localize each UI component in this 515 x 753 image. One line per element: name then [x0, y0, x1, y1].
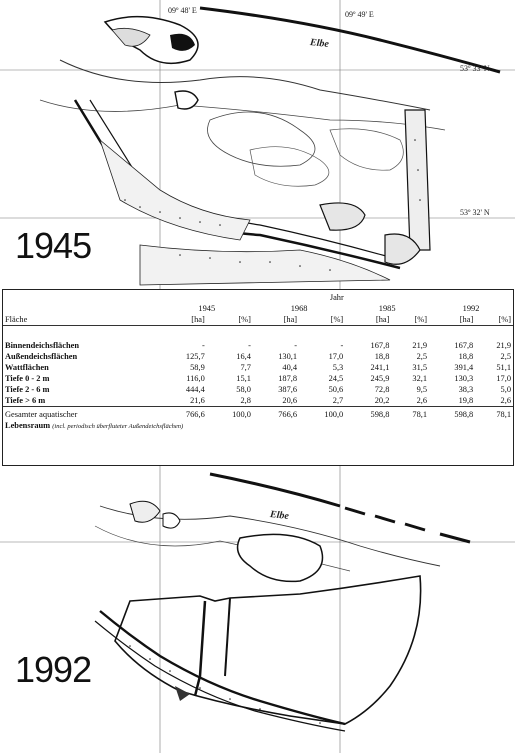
- table-cell: 40,4: [282, 362, 298, 372]
- table-cell: 21,6: [190, 395, 205, 405]
- unit-cell: [%]: [207, 314, 253, 326]
- unit-cell: [%]: [391, 314, 429, 326]
- table-cell: 187,8: [278, 373, 298, 383]
- table-cell: 17,0: [496, 373, 511, 383]
- table-header-flaeche: Fläche: [3, 314, 161, 326]
- table-cell: 391,4: [454, 362, 474, 372]
- table-row: [3, 373, 513, 384]
- table-row: [3, 384, 513, 395]
- table-cell: 51,1: [496, 362, 511, 372]
- year-1992: 1992: [462, 304, 480, 313]
- table-cell: 2,5: [500, 351, 511, 361]
- total-cell: 78,1: [391, 406, 429, 420]
- table-cell: 167,8: [454, 340, 474, 350]
- table-cell: 58,0: [236, 384, 251, 394]
- row-label: Binnendeichsflächen: [5, 340, 79, 350]
- unit-cell: [%]: [299, 314, 345, 326]
- table-cell: 241,1: [370, 362, 390, 372]
- table-cell: 32,1: [412, 373, 428, 383]
- row-label: Wattflächen: [5, 362, 49, 372]
- table-header-jahr: Jahr: [329, 293, 344, 302]
- table-cell: -: [294, 340, 298, 350]
- table-cell: -: [248, 340, 251, 350]
- table-cell: 16,4: [236, 351, 251, 361]
- table-cell: 20,2: [374, 395, 390, 405]
- table-cell: 18,8: [458, 351, 474, 361]
- table-cell: 116,0: [186, 373, 205, 383]
- table-cell: 9,5: [416, 384, 428, 394]
- total-cell: 766,6: [161, 406, 207, 420]
- table-cell: 2,8: [240, 395, 251, 405]
- table-cell: 130,1: [278, 351, 298, 361]
- map-1992-drawing: [0, 466, 515, 753]
- year-1985: 1985: [378, 304, 396, 313]
- coord-lon-2: 09º 49' E: [345, 10, 374, 19]
- year-label-1992: 1992: [15, 649, 92, 690]
- table-row: [3, 362, 513, 373]
- coord-lat-1: 53º 33' N: [460, 64, 490, 73]
- total-label-2: Lebensraum: [5, 420, 51, 430]
- total-cell: 78,1: [475, 406, 513, 420]
- table-row: [3, 340, 513, 351]
- table-cell: 20,6: [282, 395, 298, 405]
- table-row: [3, 351, 513, 362]
- total-cell: 100,0: [207, 406, 253, 420]
- table-cell: 444,4: [185, 384, 205, 394]
- total-label: Gesamter aquatischer: [3, 406, 161, 420]
- habitat-table: [2, 289, 514, 466]
- unit-cell: [%]: [475, 314, 513, 326]
- table-cell: 5,3: [332, 362, 344, 372]
- unit-cell: [ha]: [429, 314, 475, 326]
- table-note: (incl. periodisch überfluteter Außendeichsflächen): [52, 422, 184, 430]
- total-cell: 766,6: [253, 406, 299, 420]
- table-cell: 58,9: [190, 362, 205, 372]
- table-cell: 17,0: [328, 351, 344, 361]
- table-cell: 245,9: [370, 373, 390, 383]
- unit-cell: [ha]: [253, 314, 299, 326]
- table-cell: 2,5: [416, 351, 428, 361]
- table-row: [3, 395, 513, 407]
- year-label-1945: 1945: [15, 225, 92, 266]
- table-cell: 72,8: [374, 384, 390, 394]
- total-cell: 598,8: [429, 406, 475, 420]
- table-cell: 31,5: [412, 362, 428, 372]
- table-cell: 38,3: [458, 384, 474, 394]
- map-1992: [0, 466, 515, 753]
- table-cell: 2,6: [416, 395, 428, 405]
- table-cell: 19,8: [458, 395, 474, 405]
- coord-lat-2: 53º 32' N: [460, 208, 490, 217]
- table-cell: 2,6: [500, 395, 511, 405]
- total-cell: 100,0: [299, 406, 345, 420]
- row-label: Tiefe 2 - 6 m: [5, 384, 50, 394]
- river-label-bottom: Elbe: [269, 509, 290, 522]
- table-cell: 18,8: [374, 351, 390, 361]
- year-1968: 1968: [290, 304, 308, 313]
- row-label: Tiefe > 6 m: [5, 395, 46, 405]
- table-cell: 24,5: [328, 373, 344, 383]
- table-cell: 2,7: [332, 395, 344, 405]
- unit-cell: [ha]: [345, 314, 391, 326]
- year-1945: 1945: [198, 304, 216, 313]
- table-cell: 130,3: [454, 373, 474, 383]
- table-cell: 15,1: [236, 373, 251, 383]
- map-1945: [0, 0, 515, 290]
- unit-cell: [ha]: [161, 314, 207, 326]
- table-cell: 21,9: [496, 340, 511, 350]
- table-cell: -: [201, 340, 205, 350]
- table-cell: 125,7: [185, 351, 205, 361]
- row-label: Tiefe 0 - 2 m: [5, 373, 50, 383]
- table-cell: 7,7: [240, 362, 251, 372]
- coord-lon-1: 09º 48' E: [168, 6, 197, 15]
- table-cell: 50,6: [328, 384, 344, 394]
- table-cell: 167,8: [370, 340, 390, 350]
- row-label: Außendeichsflächen: [5, 351, 78, 361]
- table-cell: 21,9: [412, 340, 428, 350]
- table-cell: 5,0: [500, 384, 511, 394]
- table-cell: 387,6: [278, 384, 298, 394]
- total-cell: 598,8: [345, 406, 391, 420]
- table-cell: -: [340, 340, 344, 350]
- river-label-top: Elbe: [309, 37, 330, 50]
